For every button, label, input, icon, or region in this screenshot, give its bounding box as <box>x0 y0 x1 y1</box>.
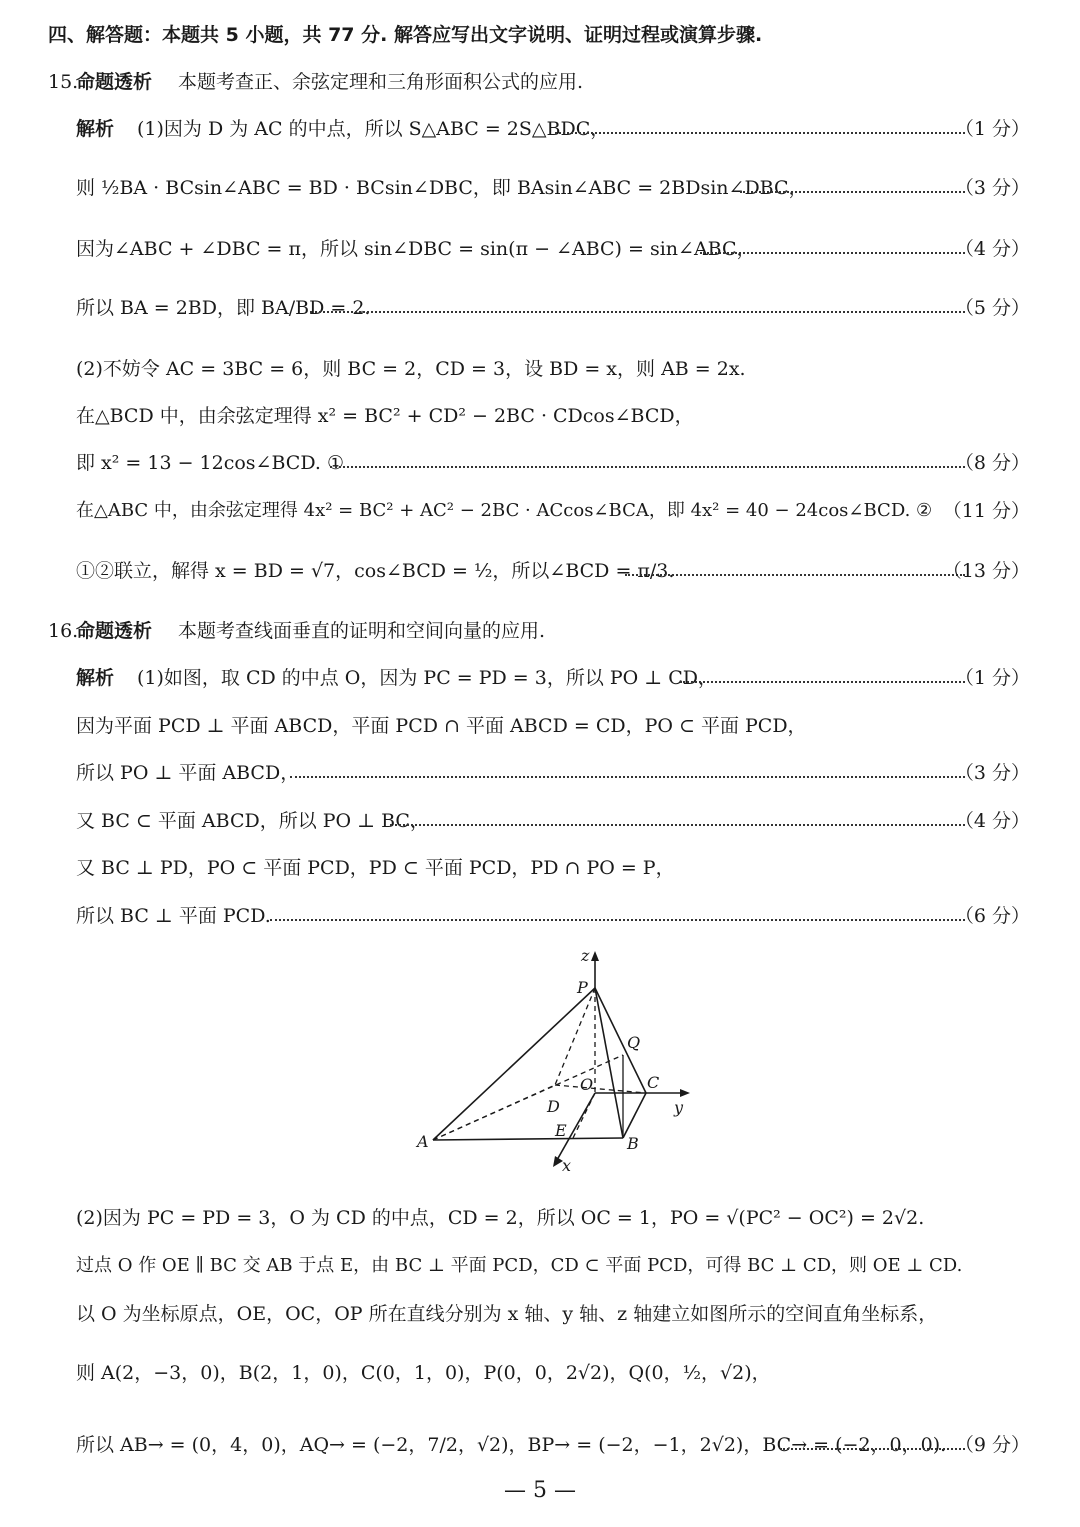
edge-DC <box>555 1085 646 1093</box>
leader-dots <box>680 679 965 683</box>
q16-line-text: (2)因为 PC = PD = 3，O 为 CD 的中点，CD = 2，所以 OC = 1，PO = √(PC² − OC²) = 2√2. <box>76 1207 925 1229</box>
leader-dots <box>625 572 965 576</box>
edge-PD <box>555 988 595 1085</box>
score: （3 分） <box>954 177 1030 199</box>
q15-line-text: (2)不妨令 AC = 3BC = 6，则 BC = 2，CD = 3，设 BD = x，则 AB = 2x. <box>76 358 746 380</box>
q16-solution-label: 解析 <box>76 667 115 689</box>
leader-dots <box>290 774 965 778</box>
leader-dots <box>700 250 965 254</box>
score: （4 分） <box>954 238 1030 260</box>
score: （13 分） <box>942 560 1030 582</box>
label-O: O <box>580 1075 594 1094</box>
label-C: C <box>647 1073 660 1092</box>
score: （5 分） <box>954 297 1030 319</box>
label-x: x <box>562 1156 572 1175</box>
q15-line-text: (1)因为 D 为 AC 的中点，所以 S△ABC = 2S△BDC， <box>137 118 610 140</box>
q16-line-text: 过点 O 作 OE ∥ BC 交 AB 于点 E，由 BC ⊥ 平面 PCD，CD ⊂ 平面 PCD，可得 BC ⊥ CD，则 OE ⊥ CD. <box>76 1255 963 1276</box>
q15-line-text: 因为∠ABC + ∠DBC = π，所以 sin∠DBC = sin(π − ∠ABC) = sin∠ABC， <box>76 238 756 260</box>
label-B: B <box>627 1134 639 1153</box>
q15-line-text: 即 x² = 13 − 12cos∠BCD. ① <box>76 452 344 474</box>
q15-number: 15. <box>48 71 79 93</box>
page-number: — 5 — <box>504 1478 576 1503</box>
q16-line-text: 又 BC ⊂ 平面 ABCD，所以 PO ⊥ BC， <box>76 810 429 832</box>
q16-line-text: 又 BC ⊥ PD，PO ⊂ 平面 PCD，PD ⊂ 平面 PCD，PD ∩ PO = P， <box>76 857 675 879</box>
q16-line-text: 因为平面 PCD ⊥ 平面 ABCD，平面 PCD ∩ 平面 ABCD = CD，PO ⊂ 平面 PCD， <box>76 715 807 737</box>
leader-dots <box>740 189 965 193</box>
score: （3 分） <box>954 762 1030 784</box>
q16-line-text: (1)如图，取 CD 的中点 O，因为 PC = PD = 3，所以 PO ⊥ CD， <box>137 667 717 689</box>
q16-line-text: 以 O 为坐标原点，OE，OC，OP 所在直线分别为 x 轴、y 轴、z 轴建立如图所示的空间直角坐标系， <box>76 1303 938 1325</box>
edge-BC <box>623 1093 646 1138</box>
q16-intro: 本题考查线面垂直的证明和空间向量的应用. <box>178 620 546 642</box>
score: （11 分） <box>942 500 1030 522</box>
z-axis-arrow <box>591 951 599 961</box>
score: （4 分） <box>954 810 1030 832</box>
label-D: D <box>547 1097 560 1116</box>
label-P: P <box>577 978 588 997</box>
q16-line-text: 所以 AB→ = (0，4，0)，AQ→ = (−2，7/2，√2)，BP→ = (−2，−1，2√2)，BC→ = (−2，0，0). <box>76 1434 947 1456</box>
q16-line-text: 所以 BC ⊥ 平面 PCD. <box>76 905 271 927</box>
q15-line-text: ①②联立，解得 x = BD = √7，cos∠BCD = ½，所以∠BCD = π/3. <box>76 560 675 582</box>
segment-AQ <box>433 1055 623 1140</box>
score: （1 分） <box>954 667 1030 689</box>
score: （8 分） <box>954 452 1030 474</box>
q16-line-text: 所以 PO ⊥ 平面 ABCD， <box>76 762 300 784</box>
q16-line-text: 则 A(2，−3，0)，B(2，1，0)，C(0，1，0)，P(0，0，2√2)，Q(0，½，√2)， <box>76 1362 771 1384</box>
q15-line-text: 所以 BA = 2BD，即 BA/BD = 2. <box>76 297 371 319</box>
q15-label: 命题透析 <box>76 71 153 93</box>
label-Q: Q <box>627 1033 641 1052</box>
leader-dots <box>390 822 965 826</box>
q16-number: 16. <box>48 620 79 642</box>
label-E: E <box>555 1121 567 1140</box>
q15-line-text: 在△ABC 中，由余弦定理得 4x² = BC² + AC² − 2BC · ACcos∠BCA，即 4x² = 40 − 24cos∠BCD. ② <box>76 500 933 521</box>
leader-dots <box>270 917 965 921</box>
score: （6 分） <box>954 905 1030 927</box>
leader-dots <box>310 309 965 313</box>
q15-line-text: 在△BCD 中，由余弦定理得 x² = BC² + CD² − 2BC · CDcos∠BCD， <box>76 405 694 427</box>
label-y: y <box>674 1098 684 1117</box>
q15-line-text: 则 ½BA · BCsin∠ABC = BD · BCsin∠DBC，即 BAsin∠ABC = 2BDsin∠DBC， <box>76 177 808 199</box>
edge-PA <box>433 988 595 1140</box>
edge-PB <box>595 988 623 1138</box>
label-z: z <box>581 946 590 965</box>
leader-dots <box>330 464 965 468</box>
edge-AB <box>433 1138 623 1140</box>
score: （1 分） <box>954 118 1030 140</box>
y-axis-arrow <box>680 1089 690 1097</box>
section-heading: 四、解答题：本题共 5 小题，共 77 分. 解答应写出文字说明、证明过程或演算步骤. <box>48 24 763 46</box>
pyramid-coordinate-figure <box>405 945 705 1180</box>
q15-solution-label: 解析 <box>76 118 115 140</box>
q15-intro: 本题考查正、余弦定理和三角形面积公式的应用. <box>178 71 584 93</box>
q16-label: 命题透析 <box>76 620 153 642</box>
leader-dots <box>555 130 965 134</box>
score: （9 分） <box>954 1434 1030 1456</box>
label-A: A <box>417 1132 429 1151</box>
leader-dots <box>780 1446 965 1450</box>
